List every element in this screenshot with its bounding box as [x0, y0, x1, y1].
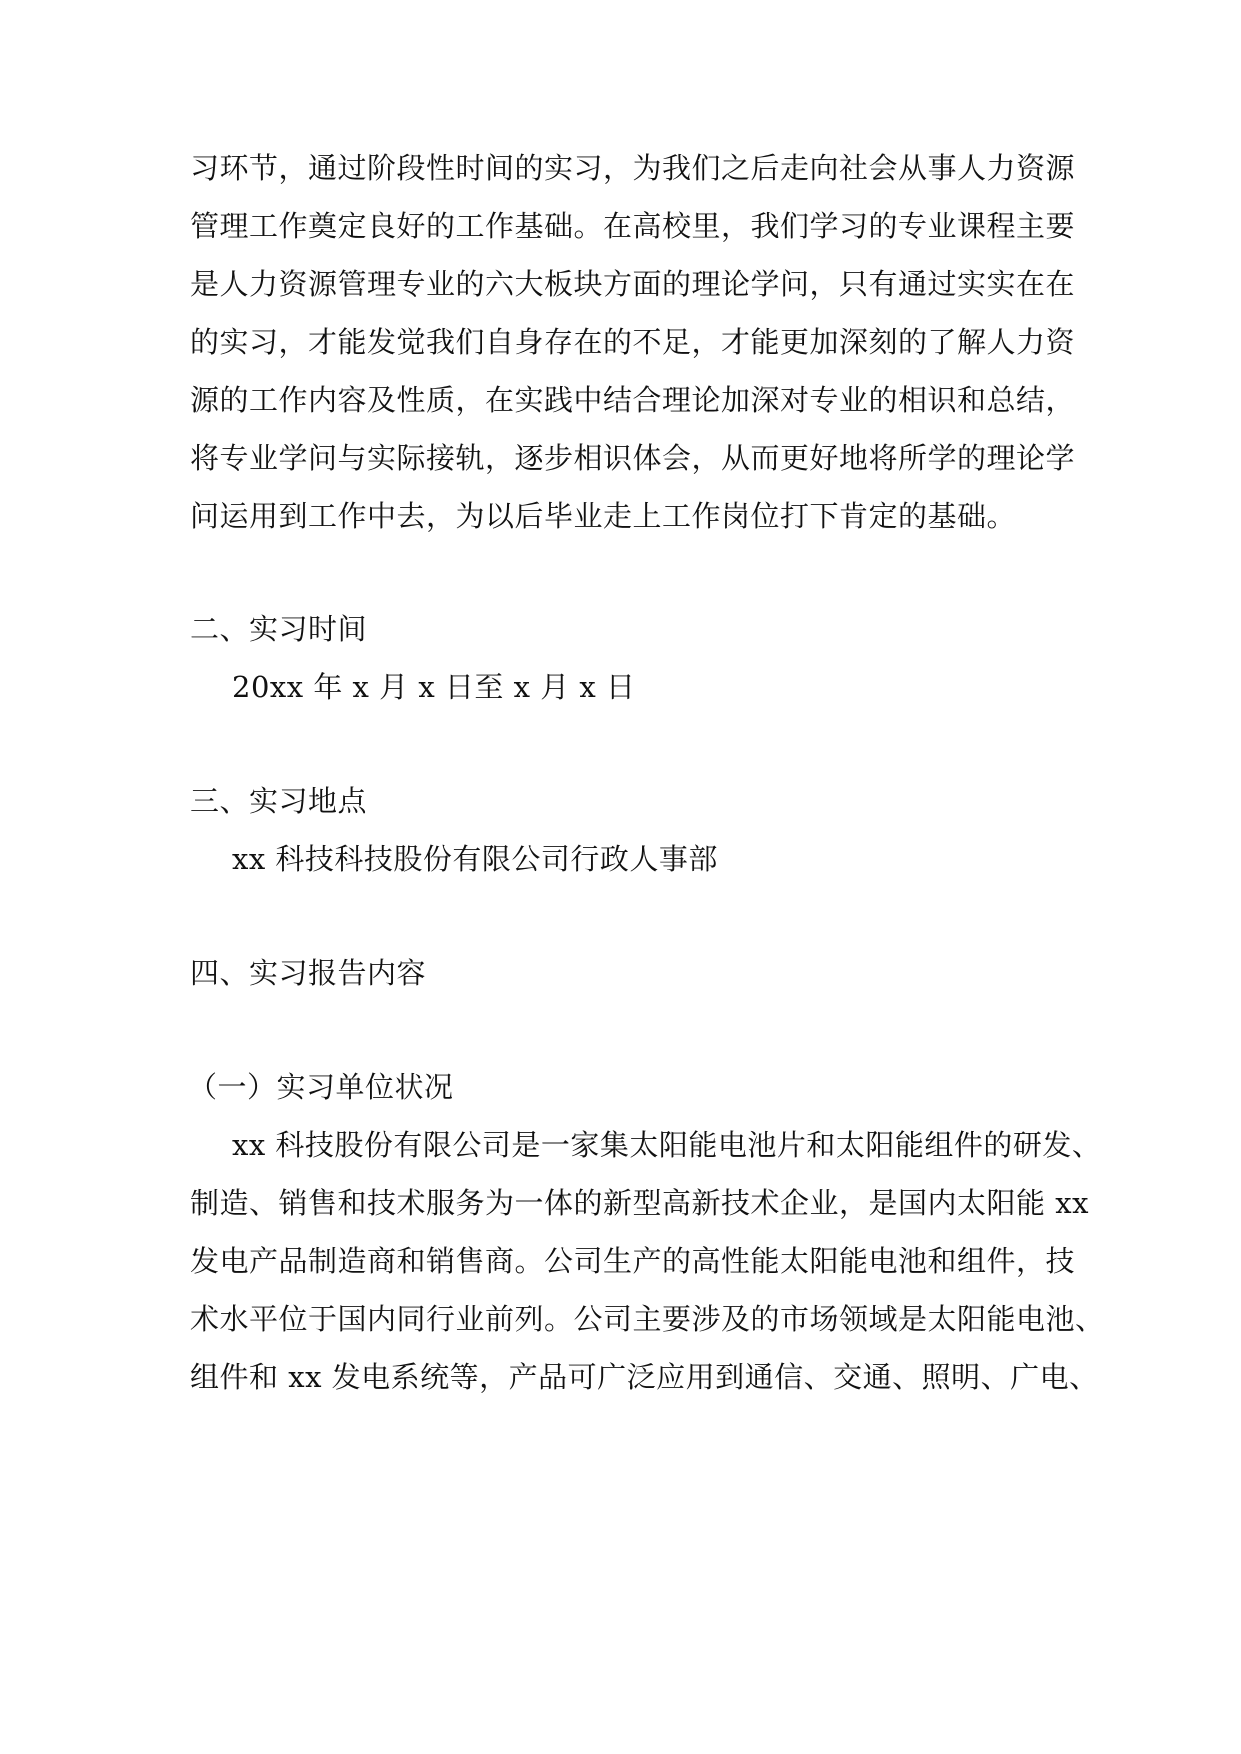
paragraph-line: xx 科技股份有限公司是一家集太阳能电池片和太阳能组件的研发、 [232, 1128, 1102, 1162]
paragraph-line: 管理工作奠定良好的工作基础。在高校里，我们学习的专业课程主要 [190, 209, 1076, 243]
section-heading-place: 三、实习地点 [190, 784, 368, 818]
paragraph-line: 的实习，才能发觉我们自身存在的不足，才能更加深刻的了解人力资 [190, 325, 1076, 359]
internship-time-text: 20xx 年 x 月 x 日至 x 月 x 日 [232, 670, 636, 704]
paragraph-line: 将专业学问与实际接轨，逐步相识体会，从而更好地将所学的理论学 [190, 441, 1076, 475]
subsection-heading-unit: （一）实习单位状况 [188, 1070, 454, 1104]
internship-place-text: xx 科技科技股份有限公司行政人事部 [232, 842, 718, 876]
paragraph-line: 制造、销售和技术服务为一体的新型高新技术企业，是国内太阳能 xx [190, 1186, 1089, 1220]
paragraph-line: 发电产品制造商和销售商。公司生产的高性能太阳能电池和组件，技 [190, 1244, 1076, 1278]
section-heading-report: 四、实习报告内容 [190, 956, 427, 990]
paragraph-line: 习环节，通过阶段性时间的实习，为我们之后走向社会从事人力资源 [190, 151, 1076, 185]
paragraph-line: 问运用到工作中去，为以后毕业走上工作岗位打下肯定的基础。 [190, 499, 1017, 533]
paragraph-line: 术水平位于国内同行业前列。公司主要涉及的市场领域是太阳能电池、 [190, 1302, 1105, 1336]
paragraph-line: 组件和 xx 发电系统等，产品可广泛应用到通信、交通、照明、广电、 [190, 1360, 1099, 1394]
paragraph-line: 源的工作内容及性质，在实践中结合理论加深对专业的相识和总结， [190, 383, 1076, 417]
paragraph-line: 是人力资源管理专业的六大板块方面的理论学问，只有通过实实在在 [190, 267, 1076, 301]
section-heading-time: 二、实习时间 [190, 612, 368, 646]
